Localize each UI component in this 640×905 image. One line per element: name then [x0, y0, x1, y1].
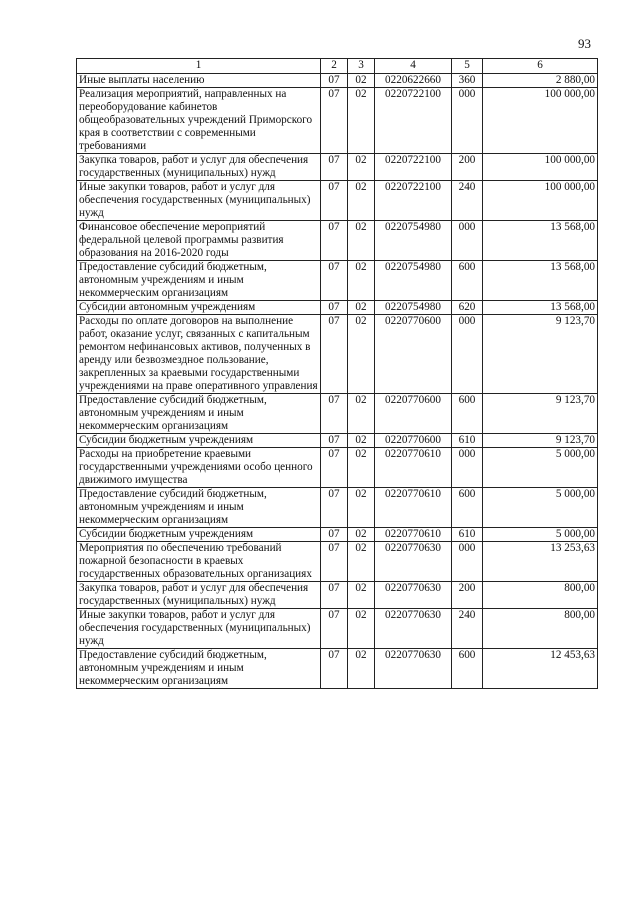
table-row — [77, 542, 598, 582]
row-expense-type-cell: 610 — [452, 528, 483, 542]
row-section-cell: 07 — [321, 488, 348, 528]
row-name-cell: Предоставление субсидий бюджетным, автономным учреждениям и иным некоммерческим организациям — [77, 649, 321, 689]
row-amount-cell: 13 568,00 — [483, 221, 598, 261]
row-subsection-cell: 02 — [348, 448, 375, 488]
row-subsection-cell: 02 — [348, 488, 375, 528]
row-target-article-cell: 0220770600 — [375, 394, 452, 434]
row-subsection-cell: 02 — [348, 301, 375, 315]
row-name-cell: Предоставление субсидий бюджетным, автономным учреждениям и иным некоммерческим организациям — [77, 261, 321, 301]
header-col-5: 5 — [452, 59, 483, 74]
row-subsection-cell: 02 — [348, 649, 375, 689]
row-target-article-cell: 0220722100 — [375, 88, 452, 154]
row-name-cell: Субсидии бюджетным учреждениям — [77, 434, 321, 448]
row-name-cell: Расходы на приобретение краевыми государственными учреждениями особо ценного движимого имущества — [77, 448, 321, 488]
row-target-article-cell: 0220770600 — [375, 434, 452, 448]
row-target-article-cell: 0220622660 — [375, 74, 452, 88]
header-col-3: 3 — [348, 59, 375, 74]
row-amount-cell: 100 000,00 — [483, 181, 598, 221]
row-subsection-cell: 02 — [348, 154, 375, 181]
row-expense-type-cell: 600 — [452, 261, 483, 301]
row-amount-cell: 13 568,00 — [483, 261, 598, 301]
row-subsection-cell: 02 — [348, 542, 375, 582]
table-row — [77, 74, 598, 88]
table-row — [77, 315, 598, 394]
row-target-article-cell: 0220770610 — [375, 448, 452, 488]
row-name-cell: Расходы по оплате договоров на выполнение работ, оказание услуг, связанных с капитальным ремонтом нефинансовых активов, полученных в аренду или безвозмездное пользование, закрепленных за краевыми государственными учреждениями на праве оперативного управления — [77, 315, 321, 394]
row-expense-type-cell: 600 — [452, 488, 483, 528]
row-name-cell: Субсидии автономным учреждениям — [77, 301, 321, 315]
table-row — [77, 221, 598, 261]
table-row — [77, 528, 598, 542]
row-expense-type-cell: 000 — [452, 315, 483, 394]
header-col-2: 2 — [321, 59, 348, 74]
row-expense-type-cell: 000 — [452, 448, 483, 488]
row-amount-cell: 100 000,00 — [483, 88, 598, 154]
table-row — [77, 649, 598, 689]
row-expense-type-cell: 240 — [452, 181, 483, 221]
row-name-cell: Иные закупки товаров, работ и услуг для обеспечения государственных (муниципальных) нужд — [77, 181, 321, 221]
row-section-cell: 07 — [321, 301, 348, 315]
row-target-article-cell: 0220770600 — [375, 315, 452, 394]
row-subsection-cell: 02 — [348, 74, 375, 88]
table-row — [77, 488, 598, 528]
row-target-article-cell: 0220770630 — [375, 582, 452, 609]
table-body — [77, 74, 598, 689]
row-subsection-cell: 02 — [348, 528, 375, 542]
row-target-article-cell: 0220754980 — [375, 221, 452, 261]
row-section-cell: 07 — [321, 609, 348, 649]
header-col-1: 1 — [77, 59, 321, 74]
row-target-article-cell: 0220770610 — [375, 528, 452, 542]
table-row — [77, 394, 598, 434]
row-subsection-cell: 02 — [348, 315, 375, 394]
row-name-cell: Финансовое обеспечение мероприятий федеральной целевой программы развития образования на 2016-2020 годы — [77, 221, 321, 261]
row-expense-type-cell: 200 — [452, 154, 483, 181]
row-target-article-cell: 0220722100 — [375, 154, 452, 181]
row-expense-type-cell: 360 — [452, 74, 483, 88]
row-expense-type-cell: 000 — [452, 221, 483, 261]
row-section-cell: 07 — [321, 448, 348, 488]
row-expense-type-cell: 200 — [452, 582, 483, 609]
row-amount-cell: 13 568,00 — [483, 301, 598, 315]
row-target-article-cell: 0220754980 — [375, 301, 452, 315]
row-name-cell: Закупка товаров, работ и услуг для обеспечения государственных (муниципальных) нужд — [77, 154, 321, 181]
row-amount-cell: 100 000,00 — [483, 154, 598, 181]
row-expense-type-cell: 620 — [452, 301, 483, 315]
table-row — [77, 434, 598, 448]
row-section-cell: 07 — [321, 261, 348, 301]
row-subsection-cell: 02 — [348, 221, 375, 261]
row-name-cell: Закупка товаров, работ и услуг для обеспечения государственных (муниципальных) нужд — [77, 582, 321, 609]
row-expense-type-cell: 000 — [452, 542, 483, 582]
table-row — [77, 609, 598, 649]
row-subsection-cell: 02 — [348, 261, 375, 301]
row-target-article-cell: 0220770630 — [375, 649, 452, 689]
row-subsection-cell: 02 — [348, 181, 375, 221]
table-row — [77, 448, 598, 488]
row-amount-cell: 13 253,63 — [483, 542, 598, 582]
row-subsection-cell: 02 — [348, 434, 375, 448]
page-number: 93 — [578, 36, 591, 51]
row-section-cell: 07 — [321, 528, 348, 542]
header-col-6: 6 — [483, 59, 598, 74]
header-col-4: 4 — [375, 59, 452, 74]
row-section-cell: 07 — [321, 394, 348, 434]
table-row — [77, 88, 598, 154]
row-name-cell: Иные выплаты населению — [77, 74, 321, 88]
row-section-cell: 07 — [321, 582, 348, 609]
row-amount-cell: 2 880,00 — [483, 74, 598, 88]
row-section-cell: 07 — [321, 154, 348, 181]
row-amount-cell: 9 123,70 — [483, 434, 598, 448]
row-target-article-cell: 0220770630 — [375, 609, 452, 649]
row-amount-cell: 5 000,00 — [483, 488, 598, 528]
row-expense-type-cell: 600 — [452, 394, 483, 434]
row-target-article-cell: 0220770610 — [375, 488, 452, 528]
row-name-cell: Иные закупки товаров, работ и услуг для обеспечения государственных (муниципальных) нужд — [77, 609, 321, 649]
row-amount-cell: 5 000,00 — [483, 448, 598, 488]
budget-table — [76, 58, 598, 689]
row-amount-cell: 5 000,00 — [483, 528, 598, 542]
row-name-cell: Мероприятия по обеспечению требований пожарной безопасности в краевых государственных образовательных организациях — [77, 542, 321, 582]
row-section-cell: 07 — [321, 88, 348, 154]
row-subsection-cell: 02 — [348, 394, 375, 434]
row-section-cell: 07 — [321, 181, 348, 221]
row-expense-type-cell: 610 — [452, 434, 483, 448]
table-row — [77, 154, 598, 181]
row-section-cell: 07 — [321, 542, 348, 582]
row-name-cell: Реализация мероприятий, направленных на переоборудование кабинетов общеобразовательных учреждений Приморского края в соответствии с современными требованиями — [77, 88, 321, 154]
row-target-article-cell: 0220770630 — [375, 542, 452, 582]
row-subsection-cell: 02 — [348, 609, 375, 649]
row-amount-cell: 800,00 — [483, 582, 598, 609]
table-row — [77, 301, 598, 315]
row-expense-type-cell: 240 — [452, 609, 483, 649]
row-name-cell: Предоставление субсидий бюджетным, автономным учреждениям и иным некоммерческим организациям — [77, 488, 321, 528]
row-section-cell: 07 — [321, 74, 348, 88]
row-name-cell: Предоставление субсидий бюджетным, автономным учреждениям и иным некоммерческим организациям — [77, 394, 321, 434]
row-section-cell: 07 — [321, 315, 348, 394]
table-header-row — [77, 59, 598, 74]
row-name-cell: Субсидии бюджетным учреждениям — [77, 528, 321, 542]
row-section-cell: 07 — [321, 649, 348, 689]
table-row — [77, 181, 598, 221]
row-subsection-cell: 02 — [348, 88, 375, 154]
row-target-article-cell: 0220754980 — [375, 261, 452, 301]
row-target-article-cell: 0220722100 — [375, 181, 452, 221]
row-amount-cell: 800,00 — [483, 609, 598, 649]
row-subsection-cell: 02 — [348, 582, 375, 609]
row-section-cell: 07 — [321, 221, 348, 261]
row-amount-cell: 12 453,63 — [483, 649, 598, 689]
table-row — [77, 582, 598, 609]
table-row — [77, 261, 598, 301]
row-amount-cell: 9 123,70 — [483, 394, 598, 434]
row-expense-type-cell: 600 — [452, 649, 483, 689]
row-section-cell: 07 — [321, 434, 348, 448]
row-expense-type-cell: 000 — [452, 88, 483, 154]
row-amount-cell: 9 123,70 — [483, 315, 598, 394]
